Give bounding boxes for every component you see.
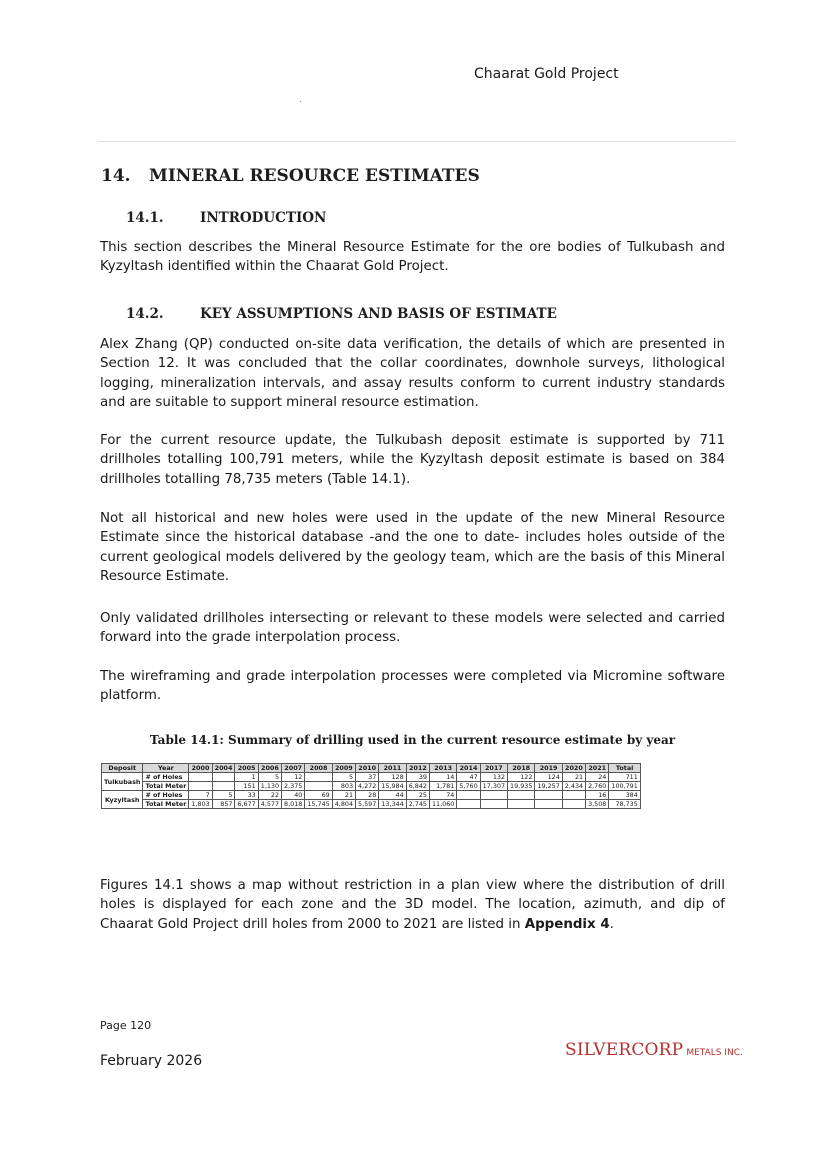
table-header-cell: Deposit — [102, 764, 143, 773]
table-cell — [457, 791, 480, 800]
paragraph-software: The wireframing and grade interpolation processes were completed via Micromine software platform. — [100, 669, 725, 704]
table-cell: 128 — [379, 773, 406, 782]
table-header-cell: Year — [143, 764, 189, 773]
table-cell: 2,760 — [586, 782, 609, 791]
table-cell: 16 — [586, 791, 609, 800]
table-cell: 12 — [282, 773, 305, 782]
table-cell: 7 — [189, 791, 212, 800]
table-cell — [305, 782, 332, 791]
table-cell: 5 — [258, 773, 281, 782]
table-cell: 6,677 — [235, 800, 258, 809]
table-cell: 384 — [609, 791, 640, 800]
table-row — [102, 782, 641, 791]
section-title: MINERAL RESOURCE ESTIMATES — [149, 166, 480, 186]
subsection-title: KEY ASSUMPTIONS AND BASIS OF ESTIMATE — [200, 306, 557, 322]
appendix-reference: Appendix 4 — [524, 916, 610, 932]
figures-paragraph — [100, 876, 725, 934]
table-cell — [480, 800, 507, 809]
table-cell: 3,508 — [586, 800, 609, 809]
table-cell: 28 — [356, 791, 379, 800]
table-cell: 2,434 — [562, 782, 585, 791]
table-cell: 22 — [258, 791, 281, 800]
table-cell: 69 — [305, 791, 332, 800]
table-header-cell: 2000 — [189, 764, 212, 773]
table-cell — [212, 782, 235, 791]
table-cell: 2,745 — [406, 800, 429, 809]
table-cell: 1,781 — [429, 782, 456, 791]
table-header-cell: 2011 — [379, 764, 406, 773]
table-header-cell: Total — [609, 764, 640, 773]
row-label-cell: Total Meter — [143, 782, 189, 791]
table-row — [102, 791, 641, 800]
table-header-cell: 2017 — [480, 764, 507, 773]
table-cell: 6,842 — [406, 782, 429, 791]
subsection-heading-introduction — [126, 210, 326, 226]
table-header-cell: 2020 — [562, 764, 585, 773]
table-cell — [305, 773, 332, 782]
table-caption: Table 14.1: Summary of drilling used in the current resource estimate by year — [149, 733, 676, 747]
table-cell: 15,745 — [305, 800, 332, 809]
table-cell: 4,804 — [332, 800, 355, 809]
intro-paragraph: This section describes the Mineral Resource Estimate for the ore bodies of Tulkubash and Kyzyltash identified within the Chaarat Gold Project. — [100, 240, 725, 275]
table-cell: 5 — [332, 773, 355, 782]
paragraph-historical: Not all historical and new holes were used in the update of the new Mineral Resource Estimate since the historical database -and the one to date- includes holes outside of the current geological models delivered by the geology team, which are the basis of this Mineral Resource Estimate. — [100, 511, 725, 584]
table-cell — [562, 800, 585, 809]
table-cell: 5,597 — [356, 800, 379, 809]
table-header-cell: 2019 — [535, 764, 562, 773]
table-row — [102, 800, 641, 809]
table-cell: 74 — [429, 791, 456, 800]
table-cell: 1,803 — [189, 800, 212, 809]
table-header-cell: 2007 — [282, 764, 305, 773]
table-cell: 13,344 — [379, 800, 406, 809]
table-cell: 40 — [282, 791, 305, 800]
table-cell: 857 — [212, 800, 235, 809]
figures-text-end: . — [609, 916, 614, 932]
table-cell: 5 — [212, 791, 235, 800]
row-label-cell: # of Holes — [143, 773, 189, 782]
subsection-title: INTRODUCTION — [200, 210, 327, 226]
table-cell: 14 — [429, 773, 456, 782]
drilling-summary-table — [101, 763, 641, 809]
table-cell — [189, 782, 212, 791]
deposit-cell: Tulkubash — [102, 773, 143, 791]
table-cell: 5,760 — [457, 782, 480, 791]
header-project-title: Chaarat Gold Project — [474, 66, 619, 82]
table-cell: 19,935 — [508, 782, 535, 791]
table-header-cell: 2009 — [332, 764, 355, 773]
section-number: 14. — [101, 166, 131, 186]
table-cell — [535, 800, 562, 809]
table-cell — [457, 800, 480, 809]
page-number: Page 120 — [100, 1019, 152, 1032]
table-row — [102, 773, 641, 782]
table-cell: 24 — [586, 773, 609, 782]
table-cell: 15,984 — [379, 782, 406, 791]
table-cell — [508, 800, 535, 809]
logo-sub-text: METALS INC. — [686, 1048, 743, 1058]
table-header-cell: 2006 — [258, 764, 281, 773]
paragraph-validated: Only validated drillholes intersecting or relevant to these models were selected and carried forward into the grade interpolation process. — [100, 611, 725, 646]
table-header-cell: 2008 — [305, 764, 332, 773]
table-header-cell: 2013 — [429, 764, 456, 773]
table-header-cell: 2014 — [457, 764, 480, 773]
table-cell: 151 — [235, 782, 258, 791]
table-cell — [562, 791, 585, 800]
table-cell: 17,307 — [480, 782, 507, 791]
paragraph-verification: Alex Zhang (QP) conducted on-site data verification, the details of which are presented in Section 12. It was concluded that the collar coordinates, downhole surveys, lithological logging, mineralization intervals, and assay results conform to current industry standards and are suitable to support mineral resource estimation. — [100, 337, 725, 410]
table-header-cell: 2021 — [586, 764, 609, 773]
subsection-heading-assumptions — [126, 306, 557, 322]
subsection-number: 14.2. — [126, 306, 164, 322]
table-cell: 19,257 — [535, 782, 562, 791]
table-cell: 21 — [562, 773, 585, 782]
table-header-cell: 2012 — [406, 764, 429, 773]
figures-text: Figures 14.1 shows a map without restriction in a plan view where the distribution of drill holes is displayed for each zone and the 3D model. The location, azimuth, and dip of Chaarat Gold Project drill holes from 2000 to 2021 are listed in — [100, 878, 725, 932]
table-header-cell: 2010 — [356, 764, 379, 773]
table-cell: 8,018 — [282, 800, 305, 809]
table-cell: 122 — [508, 773, 535, 782]
table-header-row — [102, 764, 641, 773]
table-cell: 39 — [406, 773, 429, 782]
paragraph-drillholes: For the current resource update, the Tulkubash deposit estimate is supported by 711 drillholes totalling 100,791 meters, while the Kyzyltash deposit estimate is based on 384 drillholes totalling 78,735 meters (Table 14.1). — [100, 433, 725, 487]
logo-main-text: SILVERCORP — [565, 1040, 684, 1060]
table-cell: 33 — [235, 791, 258, 800]
table-cell: 711 — [609, 773, 640, 782]
table-cell: 25 — [406, 791, 429, 800]
section-heading — [101, 166, 480, 186]
table-cell: 78,735 — [609, 800, 640, 809]
table-cell: 47 — [457, 773, 480, 782]
table-cell: 124 — [535, 773, 562, 782]
table-cell: 44 — [379, 791, 406, 800]
table-cell: 4,272 — [356, 782, 379, 791]
table-cell — [508, 791, 535, 800]
table-cell: 37 — [356, 773, 379, 782]
table-cell — [480, 791, 507, 800]
table-cell: 132 — [480, 773, 507, 782]
table-cell: 100,791 — [609, 782, 640, 791]
table-cell — [189, 773, 212, 782]
table-cell: 11,060 — [429, 800, 456, 809]
subsection-number: 14.1. — [126, 210, 164, 226]
table-cell — [212, 773, 235, 782]
table-header-cell: 2018 — [508, 764, 535, 773]
table-cell: 4,577 — [258, 800, 281, 809]
deposit-cell: Kyzyltash — [102, 791, 143, 809]
table-cell — [535, 791, 562, 800]
table-header-cell: 2004 — [212, 764, 235, 773]
table-cell: 803 — [332, 782, 355, 791]
row-label-cell: Total Meter — [143, 800, 189, 809]
table-cell: 21 — [332, 791, 355, 800]
decorative-dot — [300, 101, 301, 102]
table-cell: 1 — [235, 773, 258, 782]
table-cell: 1,130 — [258, 782, 281, 791]
table-header-cell: 2005 — [235, 764, 258, 773]
header-divider — [98, 141, 735, 142]
row-label-cell: # of Holes — [143, 791, 189, 800]
table-cell: 2,375 — [282, 782, 305, 791]
footer-date: February 2026 — [100, 1053, 203, 1069]
silvercorp-logo — [565, 1040, 743, 1060]
